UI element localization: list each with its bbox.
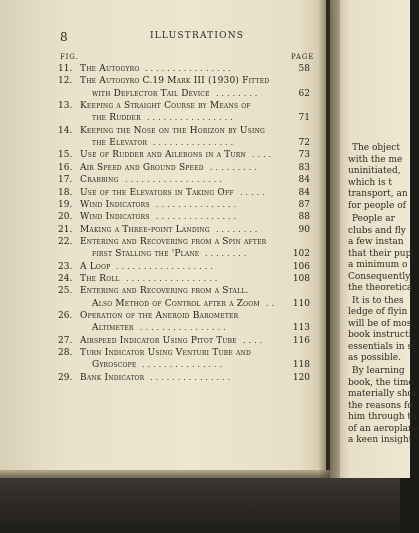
- illustration-entry: [58, 372, 310, 384]
- facing-page-line: the reasons fo: [348, 401, 413, 411]
- dot-leader: ....: [252, 150, 275, 160]
- dot-leader: ....: [243, 335, 266, 345]
- figure-title: the Rudder: [92, 113, 141, 124]
- illustration-entry-continuation: [58, 359, 310, 371]
- figure-page: 102: [292, 249, 310, 260]
- facing-page-line: will be of mos: [348, 319, 412, 329]
- figure-title: Keeping the Nose on the Horizon by Using: [80, 125, 266, 136]
- illustration-entry: [58, 187, 310, 199]
- facing-page-line: By learning: [352, 366, 405, 376]
- illustration-entry: [58, 63, 310, 75]
- figure-number: 29.: [58, 372, 73, 383]
- figure-title: Air Speed and Ground Speed: [80, 162, 204, 173]
- facing-page-line: It is to thes: [352, 296, 404, 306]
- figure-title: The Roll: [80, 273, 120, 284]
- dot-leader: ................: [145, 64, 234, 73]
- facing-page-line: of an aeroplane: [348, 424, 419, 434]
- illustration-entry: [58, 335, 310, 347]
- illustration-entry: [58, 347, 310, 359]
- facing-page-line: him through th: [348, 412, 417, 422]
- figure-number: 21.: [58, 224, 73, 235]
- figure-page: 90: [298, 224, 310, 235]
- facing-page-line: as possible.: [348, 353, 401, 363]
- figure-page: 106: [292, 261, 310, 272]
- figure-page: 88: [298, 212, 310, 223]
- figure-page: 113: [292, 323, 310, 334]
- facing-page-line: with the me: [348, 155, 403, 165]
- dot-leader: ................: [147, 113, 236, 123]
- figure-page: 116: [292, 335, 310, 346]
- figure-page: 120: [292, 372, 310, 383]
- figure-number: 26.: [58, 311, 73, 321]
- figure-title: Airspeed Indicator Using Pitot Tube: [80, 335, 237, 346]
- facing-page-line: a minimum o: [348, 260, 408, 270]
- illustration-entry: [58, 285, 310, 297]
- figure-title: Keeping a Straight Course by Means of: [80, 101, 251, 112]
- dot-leader: ...............: [153, 138, 237, 148]
- illustration-entry-continuation: [58, 298, 310, 310]
- dot-leader: ..: [266, 298, 278, 308]
- illustration-entry: [58, 224, 310, 236]
- figure-title: with Deflector Tail Device: [92, 88, 210, 99]
- dot-leader: ........: [216, 88, 261, 98]
- facing-page-line: book instructi: [348, 330, 412, 340]
- facing-page-line: clubs and fly: [348, 226, 406, 236]
- dot-leader: ........: [216, 224, 261, 234]
- figure-title: The Autogyro C.19 Mark III (1930) Fitted: [80, 76, 270, 87]
- facing-page-line: for people of: [348, 201, 406, 211]
- dot-leader: ........: [205, 249, 250, 259]
- figure-title: Bank Indicator: [80, 372, 145, 383]
- illustration-entry: [58, 174, 310, 186]
- table-surface: [0, 478, 400, 533]
- dot-leader: ..................: [116, 261, 216, 271]
- illustration-entry: [58, 211, 310, 223]
- dot-leader: .................: [126, 273, 221, 283]
- figure-number: 12.: [58, 76, 73, 87]
- figure-page: 73: [298, 150, 310, 161]
- illustration-entry-continuation: [58, 322, 310, 334]
- illustration-entry: [58, 310, 310, 322]
- figure-title: The Autogyro: [80, 64, 140, 74]
- figure-page: 72: [298, 138, 310, 149]
- figure-number: 11.: [58, 64, 73, 74]
- illustration-entry: [58, 125, 310, 137]
- figure-title: A Loop: [80, 261, 111, 272]
- illustration-entry: [58, 149, 310, 161]
- facing-page-line: materially shor: [348, 389, 418, 399]
- figure-page: 110: [292, 298, 310, 309]
- figure-page: 58: [298, 64, 310, 74]
- illustration-entry-continuation: [58, 248, 310, 260]
- page-number: 8: [60, 30, 68, 44]
- figure-title: Entering and Recovering from a Spin after: [80, 236, 267, 247]
- figure-title: Operation of the Aneroid Barometer: [80, 311, 239, 321]
- figure-number: 23.: [58, 261, 73, 272]
- figure-title: Turn Indicator Using Venturi Tube and: [80, 348, 251, 359]
- figure-number: 18.: [58, 187, 73, 198]
- facing-page-line: a keen insight i: [348, 435, 419, 445]
- dot-leader: .....: [240, 187, 268, 197]
- facing-page-line: People ar: [352, 214, 395, 224]
- figure-page: 118: [292, 360, 310, 371]
- facing-page-line: essentials in si: [348, 342, 415, 352]
- figure-page: 84: [298, 175, 310, 186]
- illustration-entry-continuation: [58, 88, 310, 100]
- dot-leader: ................: [140, 323, 229, 333]
- facing-page-line: a few instan: [348, 237, 404, 247]
- figure-title: Entering and Recovering from a Stall.: [80, 286, 249, 297]
- illustration-entry: [58, 199, 310, 211]
- facing-page-line: Consequently: [348, 272, 411, 282]
- facing-page-line: ledge of flyin: [348, 307, 408, 317]
- illustration-entry: [58, 273, 310, 285]
- figure-page: 62: [298, 88, 310, 99]
- page-column-label: PAGE: [291, 53, 315, 61]
- illustration-entry: [58, 261, 310, 273]
- figure-page: 87: [298, 199, 310, 210]
- figure-number: 16.: [58, 162, 73, 173]
- figure-title: the Elevator: [92, 138, 148, 149]
- illustration-entry: [58, 236, 310, 248]
- running-title: ILLUSTRATIONS: [150, 31, 245, 41]
- figure-title: Gyroscope: [92, 360, 137, 371]
- figure-title: Altimeter: [92, 323, 134, 334]
- dot-leader: ...............: [150, 372, 234, 382]
- facing-page-line: transport, an: [348, 189, 408, 199]
- figure-number: 14.: [58, 125, 73, 136]
- dot-leader: ...............: [156, 199, 240, 209]
- figure-title: Use of the Elevators in Taking Off: [80, 187, 234, 198]
- dot-leader: .........: [210, 162, 260, 172]
- dot-leader: ..................: [125, 175, 225, 185]
- figure-number: 15.: [58, 150, 73, 161]
- figure-page: 84: [298, 187, 310, 198]
- figure-title: Making a Three-point Landing: [80, 224, 210, 235]
- dot-leader: ...............: [156, 212, 240, 222]
- facing-page-line: book, the time: [348, 378, 414, 388]
- figure-number: 19.: [58, 199, 73, 210]
- figure-title: first Stalling the 'Plane: [92, 249, 200, 260]
- figure-number: 28.: [58, 348, 73, 359]
- page-edge: [0, 470, 330, 478]
- dot-leader: ...............: [142, 360, 226, 370]
- figure-number: 27.: [58, 335, 73, 346]
- illustration-entry-continuation: [58, 112, 310, 124]
- figure-title: Crabbing: [80, 175, 119, 186]
- facing-page-line: that their pup: [348, 249, 412, 259]
- facing-page-line: the theoretica: [348, 283, 413, 293]
- figure-title: Also Method of Control after a Zoom: [92, 298, 260, 309]
- figure-number: 20.: [58, 212, 73, 223]
- figure-number: 17.: [58, 175, 73, 186]
- illustration-entry: [58, 75, 310, 87]
- figure-page: 108: [292, 273, 310, 284]
- figure-title: Use of Rudder and Ailerons in a Turn: [80, 150, 246, 161]
- figure-number: 13.: [58, 101, 73, 112]
- illustration-entry: [58, 100, 310, 112]
- figure-page: 71: [298, 113, 310, 124]
- illustration-entry-continuation: [58, 137, 310, 149]
- figure-number: 24.: [58, 273, 73, 284]
- facing-page-line: The object: [352, 143, 400, 153]
- illustration-entry: [58, 162, 310, 174]
- figure-number: 22.: [58, 236, 73, 247]
- facing-page-line: uninitiated,: [348, 166, 401, 176]
- figure-title: Wind Indicators: [80, 199, 150, 210]
- figure-title: Wind Indicators: [80, 212, 150, 223]
- fig-column-label: FIG.: [60, 53, 79, 61]
- figure-number: 25.: [58, 286, 73, 297]
- facing-page-line: which is t: [348, 178, 393, 188]
- figure-page: 83: [298, 162, 310, 173]
